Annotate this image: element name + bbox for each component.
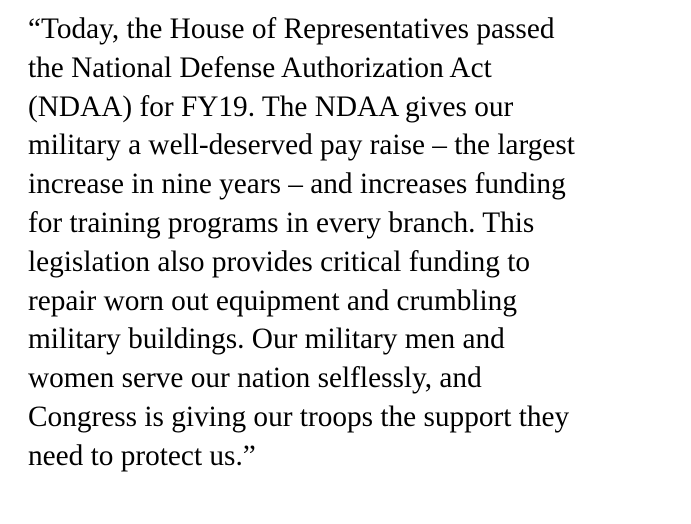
quote-line: for training programs in every branch. This bbox=[28, 206, 535, 239]
quote-line: the National Defense Authorization Act bbox=[28, 51, 492, 84]
quote-line: military a well-deserved pay raise – the largest bbox=[28, 129, 575, 162]
quote-line: legislation also provides critical funding to bbox=[28, 245, 531, 278]
quote-text bbox=[28, 10, 683, 476]
quote-line: “Today, the House of Representatives passed bbox=[28, 13, 555, 45]
quote-line: repair worn out equipment and crumbling bbox=[28, 284, 517, 317]
quote-line: Congress is giving our troops the support they bbox=[28, 400, 570, 433]
quote-line: increase in nine years – and increases funding bbox=[28, 168, 566, 201]
quote-line: (NDAA) for FY19. The NDAA gives our bbox=[28, 90, 514, 123]
quote-line: women serve our nation selflessly, and bbox=[28, 362, 482, 395]
quote-line: military buildings. Our military men and bbox=[28, 323, 505, 356]
quote-line: need to protect us.” bbox=[28, 439, 256, 472]
